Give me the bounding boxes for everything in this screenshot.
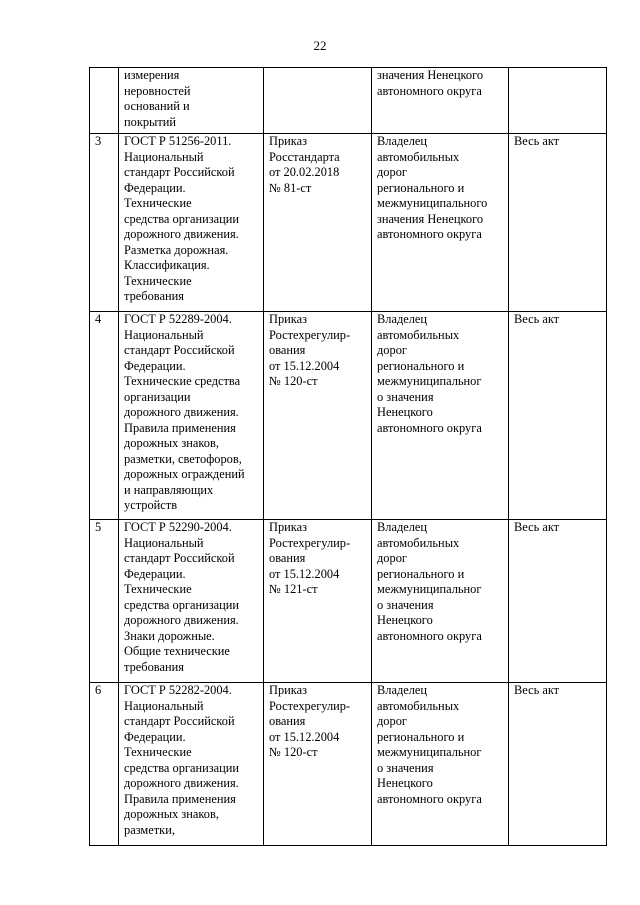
scope-cell: Весь акт bbox=[509, 312, 607, 520]
row-number-cell: 3 bbox=[90, 134, 119, 312]
owner-cell: Владелец автомобильных дорог регионального и межмуниципальног о значения Ненецкого автономного округа bbox=[372, 520, 509, 683]
table-row bbox=[90, 134, 607, 312]
scope-cell: Весь акт bbox=[509, 134, 607, 312]
owner-cell: Владелец автомобильных дорог регионального и межмуниципальног о значения Ненецкого автономного округа bbox=[372, 312, 509, 520]
owner-cell: Владелец автомобильных дорог регионального и межмуниципального значения Ненецкого автономного округа bbox=[372, 134, 509, 312]
standards-table bbox=[89, 67, 607, 846]
row-number-cell: 5 bbox=[90, 520, 119, 683]
approving-act-cell: Приказ Ростехрегулир- ования от 15.12.2004 № 120-ст bbox=[264, 312, 372, 520]
document-title-cell: ГОСТ Р 52289-2004. Национальный стандарт Российской Федерации. Технические средства организации дорожного движения. Правила применения дорожных знаков, разметки, светофоров, дорожных ограждений и направляющих устройств bbox=[119, 312, 264, 520]
table-row bbox=[90, 683, 607, 846]
scope-cell: Весь акт bbox=[509, 520, 607, 683]
document-title-cell: ГОСТ Р 52290-2004. Национальный стандарт Российской Федерации. Технические средства организации дорожного движения. Знаки дорожные. Общие технические требования bbox=[119, 520, 264, 683]
row-number-cell bbox=[90, 68, 119, 134]
scope-cell bbox=[509, 68, 607, 134]
approving-act-cell: Приказ Ростехрегулир- ования от 15.12.2004 № 121-ст bbox=[264, 520, 372, 683]
owner-cell: значения Ненецкого автономного округа bbox=[372, 68, 509, 134]
owner-cell: Владелец автомобильных дорог регионального и межмуниципальног о значения Ненецкого автономного округа bbox=[372, 683, 509, 846]
approving-act-cell: Приказ Ростехрегулир- ования от 15.12.2004 № 120-ст bbox=[264, 683, 372, 846]
document-title-cell: ГОСТ Р 52282-2004. Национальный стандарт Российской Федерации. Технические средства организации дорожного движения. Правила применения дорожных знаков, разметки, bbox=[119, 683, 264, 846]
row-number-cell: 4 bbox=[90, 312, 119, 520]
page-number: 22 bbox=[313, 38, 327, 53]
document-title-cell: ГОСТ Р 51256-2011. Национальный стандарт Российской Федерации. Технические средства организации дорожного движения. Разметка дорожная. Классификация. Технические требования bbox=[119, 134, 264, 312]
approving-act-cell: Приказ Росстандарта от 20.02.2018 № 81-ст bbox=[264, 134, 372, 312]
table-row bbox=[90, 312, 607, 520]
scope-cell: Весь акт bbox=[509, 683, 607, 846]
table-row bbox=[90, 520, 607, 683]
approving-act-cell bbox=[264, 68, 372, 134]
row-number-cell: 6 bbox=[90, 683, 119, 846]
table-row bbox=[90, 68, 607, 134]
document-title-cell: измерения неровностей оснований и покрытий bbox=[119, 68, 264, 134]
